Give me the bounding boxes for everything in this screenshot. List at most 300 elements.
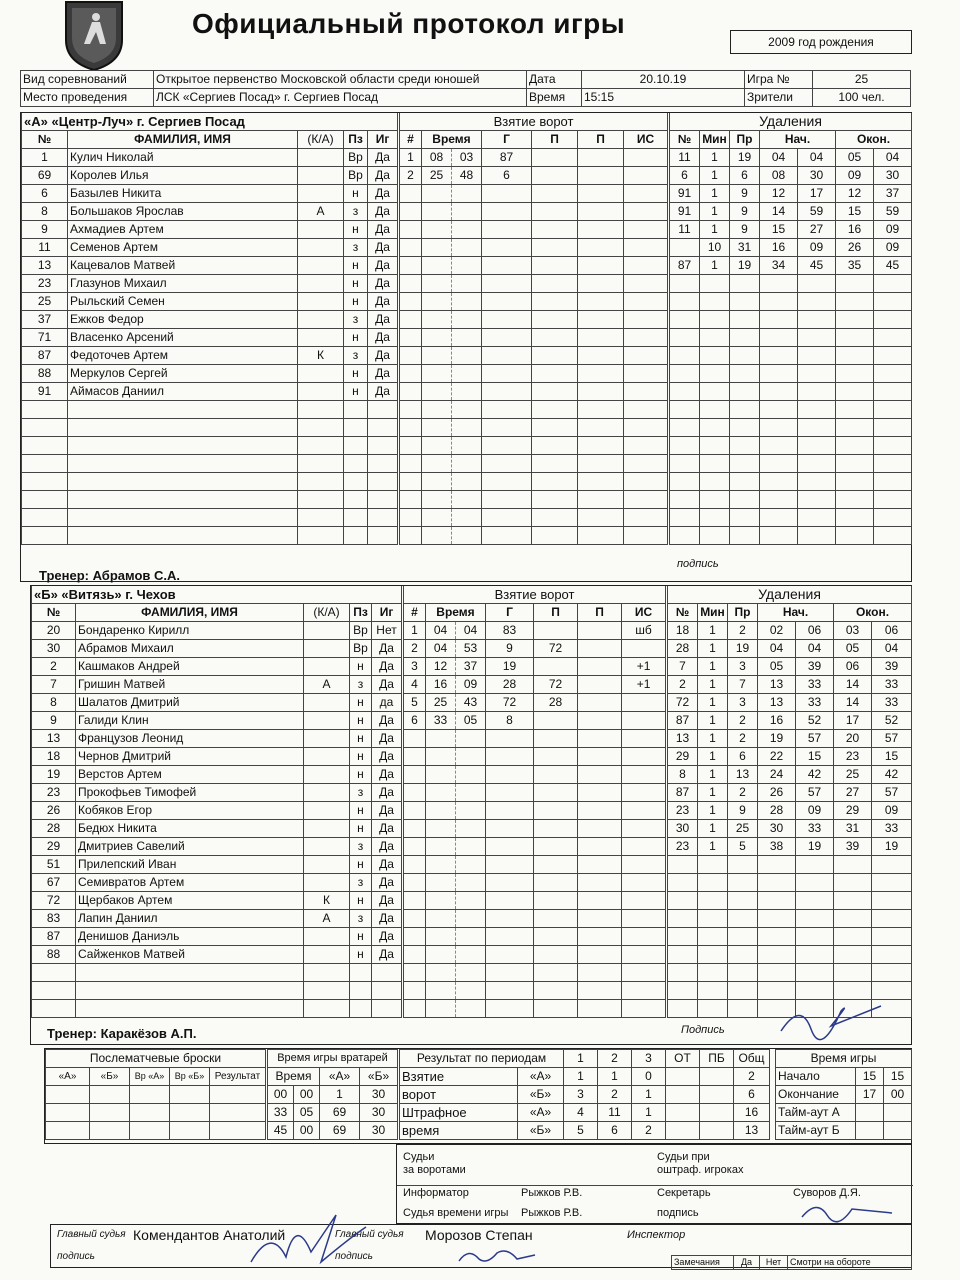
teamB-player-ig: да — [372, 694, 402, 712]
teamA-player-ig: Да — [368, 149, 398, 167]
table-row — [22, 239, 398, 257]
teamB-pen-min: 1 — [698, 640, 728, 658]
teamB-player-name: Французов Леонид — [76, 730, 304, 748]
teamB-player-n: 19 — [32, 766, 76, 784]
teamB-pen-ss: 04 — [796, 640, 834, 658]
teamB-pen-sm: 04 — [758, 640, 796, 658]
teamA-player-n: 6 — [22, 185, 68, 203]
goalie-time-b: 30 — [360, 1122, 398, 1140]
table-row — [670, 167, 912, 185]
teamB-goal-time-header: Время — [426, 604, 486, 622]
teamB-player-ka — [304, 730, 350, 748]
teamA-assist2-header: П — [578, 131, 624, 149]
table-row — [404, 658, 666, 676]
table-row — [670, 203, 912, 221]
teamA-pen-es: 59 — [874, 203, 912, 221]
teamB-goal-p2 — [578, 712, 622, 730]
table-row — [668, 964, 912, 982]
teamA-pen-sm: 34 — [760, 257, 798, 275]
table-row — [668, 856, 912, 874]
teamA-player-name: Рыльский Семен — [68, 293, 298, 311]
teamA-goal-is — [624, 167, 668, 185]
table-row — [404, 856, 666, 874]
table-row — [32, 712, 402, 730]
timeout-a-label: Тайм-аут А — [776, 1104, 856, 1122]
teamA-player-n: 8 — [22, 203, 68, 221]
teamB-goal-p2 — [578, 694, 622, 712]
table-row — [404, 640, 666, 658]
table-row — [22, 311, 398, 329]
teamB-pen-ss: 06 — [796, 622, 834, 640]
teamB-pen-pr: 2 — [728, 784, 758, 802]
teamB-pen-min: 1 — [698, 748, 728, 766]
teamB-pen-min: 1 — [698, 838, 728, 856]
teamB-pen-pr: 25 — [728, 820, 758, 838]
teamB-goal-is: шб — [622, 622, 666, 640]
teamB-player-name: Лапин Даниил — [76, 910, 304, 928]
table-row — [400, 239, 668, 257]
teamA-name-header: ФАМИЛИЯ, ИМЯ — [68, 131, 298, 149]
teamB-player-n: 7 — [32, 676, 76, 694]
teamA-player-ka — [298, 185, 344, 203]
table-row — [404, 892, 666, 910]
teamB-pen-em: 20 — [834, 730, 872, 748]
teamA-pos-header: Пз — [344, 131, 368, 149]
table-row — [400, 329, 668, 347]
teamB-pen-pr: 13 — [728, 766, 758, 784]
teamA-goal-n: 1 — [400, 149, 422, 167]
teamB-pen-min: 1 — [698, 802, 728, 820]
teamB-pen-es: 39 — [872, 658, 912, 676]
teamA-goals-table — [399, 113, 668, 545]
table-row — [668, 910, 912, 928]
teamB-pen-n: 72 — [668, 694, 698, 712]
periods-label: Результат по периодам — [400, 1050, 564, 1068]
teamA-player-ka — [298, 329, 344, 347]
teamA-pen-n: 11 — [670, 221, 700, 239]
teamA-player-ig: Да — [368, 203, 398, 221]
teamB-pen-n: 30 — [668, 820, 698, 838]
teamB-goal-p1: 72 — [534, 676, 578, 694]
teamB-player-pos: н — [350, 748, 372, 766]
table-row — [22, 419, 398, 437]
teamB-goal-p2 — [578, 640, 622, 658]
teamA-goal-is — [624, 149, 668, 167]
table-row — [670, 419, 912, 437]
teamA-player-ig: Да — [368, 329, 398, 347]
teamB-pen-sm: 02 — [758, 622, 796, 640]
pen-b-p2: 6 — [598, 1122, 632, 1140]
teamB-goal-g: 8 — [486, 712, 534, 730]
teamA-pen-es: 09 — [874, 239, 912, 257]
teamA-goal-type-header: ИС — [624, 131, 668, 149]
teamA-pen-ss: 09 — [798, 239, 836, 257]
teamB-pen-es: 33 — [872, 694, 912, 712]
teamB-player-pos: н — [350, 856, 372, 874]
pen-b-total: 13 — [734, 1122, 770, 1140]
teamA-player-ka: К — [298, 347, 344, 365]
shootout-a: «А» — [46, 1068, 90, 1086]
teamA-goal-num-header: # — [400, 131, 422, 149]
teamB-pen-sm: 38 — [758, 838, 796, 856]
teamA-pen-ss: 59 — [798, 203, 836, 221]
team-a-penalties — [669, 113, 911, 545]
teamB-goal-p1 — [534, 712, 578, 730]
teamB-goal-is: +1 — [622, 676, 666, 694]
table-row — [268, 1122, 398, 1140]
teamA-player-ig: Да — [368, 383, 398, 401]
teamA-pen-em: 35 — [836, 257, 874, 275]
teamA-player-pos: н — [344, 275, 368, 293]
timekeeper-name: Рыжков Р.В. — [521, 1207, 583, 1219]
teamB-player-ka — [304, 856, 350, 874]
teamB-pen-em: 29 — [834, 802, 872, 820]
teamA-player-ka — [298, 257, 344, 275]
teamA-pen-reason-header: Пр — [730, 131, 760, 149]
pen-b-p3: 2 — [632, 1122, 666, 1140]
teamB-player-pos: н — [350, 694, 372, 712]
teamB-pen-em: 17 — [834, 712, 872, 730]
teamB-pen-sm: 24 — [758, 766, 796, 784]
table-row — [32, 676, 402, 694]
table-row — [400, 455, 668, 473]
table-row — [400, 365, 668, 383]
secretary-label: Секретарь — [657, 1187, 711, 1199]
teamA-team-name: «А» «Центр-Луч» г. Сергиев Посад — [22, 113, 398, 131]
table-row — [22, 203, 398, 221]
teamA-pen-n: 87 — [670, 257, 700, 275]
end-label: Окончание — [776, 1086, 856, 1104]
table-row — [404, 694, 666, 712]
goalie-a-col: «А» — [320, 1068, 360, 1086]
teamB-pen-min: 1 — [698, 766, 728, 784]
teamA-pen-n: 6 — [670, 167, 700, 185]
table-row — [400, 149, 668, 167]
teamA-pen-min: 1 — [700, 257, 730, 275]
goals-a-p1: 1 — [564, 1068, 598, 1086]
teamA-player-pos: з — [344, 239, 368, 257]
teamB-pen-sm: 13 — [758, 676, 796, 694]
goalie-time-table — [267, 1049, 398, 1140]
table-row — [32, 820, 402, 838]
teamB-pen-es: 33 — [872, 676, 912, 694]
goals-a-p2: 1 — [598, 1068, 632, 1086]
teamA-goal-p1 — [532, 167, 578, 185]
remarks-table — [671, 1255, 912, 1270]
table-row — [22, 527, 398, 545]
venue-value: ЛСК «Сергиев Посад» г. Сергиев Посад — [154, 89, 527, 107]
teamB-pen-n: 29 — [668, 748, 698, 766]
spectators-value: 100 чел. — [813, 89, 911, 107]
pen-a-total: 16 — [734, 1104, 770, 1122]
team-b-coach: Тренер: Каракёзов А.П. — [47, 1026, 197, 1041]
page-title: Официальный протокол игры — [192, 8, 626, 39]
table-row — [404, 676, 666, 694]
teamA-player-pos: н — [344, 185, 368, 203]
competition-value: Открытое первенство Московской области среди юношей — [154, 71, 527, 89]
teamB-player-pos: н — [350, 820, 372, 838]
teamB-pen-pr: 2 — [728, 730, 758, 748]
teamB-pen-sm: 05 — [758, 658, 796, 676]
end-hour: 17 — [856, 1086, 884, 1104]
table-row — [404, 982, 666, 1000]
teamB-pen-em: 27 — [834, 784, 872, 802]
teamB-goal-n: 5 — [404, 694, 426, 712]
teamB-pen-min: 1 — [698, 730, 728, 748]
teamB-pen-pr: 3 — [728, 658, 758, 676]
teamA-pen-ss: 04 — [798, 149, 836, 167]
teamA-pen-em: 15 — [836, 203, 874, 221]
teamB-player-ig: Да — [372, 892, 402, 910]
teamB-goal-n: 4 — [404, 676, 426, 694]
teamB-pen-es: 57 — [872, 730, 912, 748]
teamA-player-ka — [298, 221, 344, 239]
teamB-player-pos: з — [350, 874, 372, 892]
teamB-player-ka — [304, 658, 350, 676]
teamB-player-name: Сайженков Матвей — [76, 946, 304, 964]
teamB-pen-es: 42 — [872, 766, 912, 784]
teamB-goal-n: 6 — [404, 712, 426, 730]
table-row — [404, 712, 666, 730]
period-3-header: 3 — [632, 1050, 666, 1068]
table-row — [670, 365, 912, 383]
teamA-player-ka — [298, 311, 344, 329]
shootout-header: ПБ — [700, 1050, 734, 1068]
table-row — [404, 622, 666, 640]
teamB-pen-em: 31 — [834, 820, 872, 838]
table-row — [404, 1000, 666, 1018]
teamA-player-pos: н — [344, 293, 368, 311]
teamB-player-pos: н — [350, 928, 372, 946]
teamA-player-name: Федоточев Артем — [68, 347, 298, 365]
teamA-player-ig: Да — [368, 239, 398, 257]
teamB-goal-g: 9 — [486, 640, 534, 658]
game-label: Игра № — [745, 71, 813, 89]
pen-a-ot — [666, 1104, 700, 1122]
teamB-pen-es: 04 — [872, 640, 912, 658]
teamA-player-n: 87 — [22, 347, 68, 365]
table-row — [32, 1000, 402, 1018]
teamA-player-ig: Да — [368, 311, 398, 329]
pen-a-pb — [700, 1104, 734, 1122]
teamA-pen-n: 11 — [670, 149, 700, 167]
teamB-goal-n: 1 — [404, 622, 426, 640]
teamA-penalties-table — [669, 113, 912, 545]
teamA-player-name: Власенко Арсений — [68, 329, 298, 347]
goal-judges-label: Судьи за воротами — [403, 1151, 466, 1176]
teamB-pen-ss: 33 — [796, 676, 834, 694]
teamA-pen-pr: 6 — [730, 167, 760, 185]
teamB-pen-es: 06 — [872, 622, 912, 640]
table-row — [670, 329, 912, 347]
teamB-player-pos: з — [350, 838, 372, 856]
chief-judge-signature-label: подпись — [57, 1251, 95, 1262]
table-row — [670, 311, 912, 329]
teamB-penalties-title: Удаления — [668, 586, 912, 604]
team-a-section — [20, 112, 912, 582]
team-b-goals — [403, 586, 665, 1018]
inspector-label: Инспектор — [627, 1229, 686, 1241]
table-row — [400, 221, 668, 239]
teamB-player-name: Кашмаков Андрей — [76, 658, 304, 676]
teamB-pen-ss: 09 — [796, 802, 834, 820]
goals-b-pb — [700, 1086, 734, 1104]
teamB-player-ka — [304, 928, 350, 946]
goals-a-ot — [666, 1068, 700, 1086]
table-row — [668, 892, 912, 910]
teamB-roster-table — [31, 586, 402, 1018]
teamB-pen-pr: 3 — [728, 694, 758, 712]
teamB-player-name: Гришин Матвей — [76, 676, 304, 694]
table-row — [670, 257, 912, 275]
teamB-pen-pr: 7 — [728, 676, 758, 694]
team-a-signature-label: подпись — [677, 558, 719, 570]
teamA-player-ig: Да — [368, 185, 398, 203]
teamB-player-name: Прилепский Иван — [76, 856, 304, 874]
teamB-player-ig: Да — [372, 766, 402, 784]
goalie-time-b: 30 — [360, 1104, 398, 1122]
table-row — [668, 730, 912, 748]
shootout-vra: Вр «А» — [130, 1068, 170, 1086]
teamB-pen-pr: 2 — [728, 712, 758, 730]
teamB-goal-mm: 04 — [426, 622, 456, 640]
teamA-player-n: 69 — [22, 167, 68, 185]
teamA-player-pos: з — [344, 203, 368, 221]
teamB-goal-ss: 09 — [456, 676, 486, 694]
chief-judges-section — [50, 1224, 912, 1268]
teamB-goal-is: +1 — [622, 658, 666, 676]
teamB-player-ig: Да — [372, 802, 402, 820]
goalie-time-a: 69 — [320, 1104, 360, 1122]
table-row — [22, 401, 398, 419]
teamA-pen-ss: 17 — [798, 185, 836, 203]
teamA-pen-sm: 14 — [760, 203, 798, 221]
teamB-goal-n: 2 — [404, 640, 426, 658]
teamA-player-pos: з — [344, 347, 368, 365]
start-label: Начало — [776, 1068, 856, 1086]
chief-judge2-name: Морозов Степан — [425, 1227, 533, 1243]
table-row — [670, 275, 912, 293]
remarks-no: Нет — [760, 1256, 788, 1270]
teamA-player-name: Меркулов Сергей — [68, 365, 298, 383]
teamB-player-n: 18 — [32, 748, 76, 766]
table-row — [22, 257, 398, 275]
teamA-pen-pr: 19 — [730, 149, 760, 167]
teamA-player-pos: н — [344, 329, 368, 347]
teamA-player-pos: з — [344, 311, 368, 329]
table-row — [32, 892, 402, 910]
teamB-pen-start-header: Нач. — [758, 604, 834, 622]
table-row — [670, 383, 912, 401]
teamB-pen-n: 87 — [668, 712, 698, 730]
teamB-player-ig: Да — [372, 928, 402, 946]
teamA-goal-mm: 08 — [422, 149, 452, 167]
table-row — [670, 473, 912, 491]
teamB-goal-ss: 37 — [456, 658, 486, 676]
goalie-time-mm: 00 — [268, 1086, 294, 1104]
table-row — [268, 1086, 398, 1104]
officials-signature-label: подпись — [657, 1207, 699, 1219]
teamB-player-name: Бедюх Никита — [76, 820, 304, 838]
teamB-player-ig: Да — [372, 658, 402, 676]
teamB-player-ig: Да — [372, 910, 402, 928]
period-2-header: 2 — [598, 1050, 632, 1068]
table-row — [400, 437, 668, 455]
teamB-goal-p1: 72 — [534, 640, 578, 658]
goals-a-total: 2 — [734, 1068, 770, 1086]
table-row — [670, 185, 912, 203]
table-row — [22, 473, 398, 491]
table-row — [32, 802, 402, 820]
teamB-pen-ss: 57 — [796, 784, 834, 802]
teamB-pen-min: 1 — [698, 712, 728, 730]
teamA-player-ka — [298, 149, 344, 167]
teamB-pen-em: 23 — [834, 748, 872, 766]
table-row — [32, 946, 402, 964]
teamA-pen-pr: 31 — [730, 239, 760, 257]
table-row — [22, 185, 398, 203]
teamB-pen-em: 05 — [834, 640, 872, 658]
teamB-pen-sm: 28 — [758, 802, 796, 820]
shootout-result: Результат — [210, 1068, 266, 1086]
goalie-b-col: «Б» — [360, 1068, 398, 1086]
goalie-time-col: Время — [268, 1068, 320, 1086]
table-row — [22, 383, 398, 401]
teamB-goal-p1: 28 — [534, 694, 578, 712]
teamB-goal-ss: 43 — [456, 694, 486, 712]
teamA-pen-sm: 16 — [760, 239, 798, 257]
teamB-pen-n: 23 — [668, 838, 698, 856]
table-row — [404, 784, 666, 802]
end-minute: 00 — [884, 1086, 912, 1104]
teamB-pen-ss: 15 — [796, 748, 834, 766]
table-row — [22, 293, 398, 311]
table-row — [404, 910, 666, 928]
teamA-player-pos: н — [344, 257, 368, 275]
teamB-pen-min-header: Мин — [698, 604, 728, 622]
teamB-played-header: Иг — [372, 604, 402, 622]
goals-b-p1: 3 — [564, 1086, 598, 1104]
timeout-b-label: Тайм-аут Б — [776, 1122, 856, 1140]
teamA-player-n: 23 — [22, 275, 68, 293]
teamB-player-ig: Да — [372, 784, 402, 802]
teamA-pen-n: 91 — [670, 203, 700, 221]
team-b-signature — [771, 991, 891, 1041]
summary-section — [44, 1048, 912, 1144]
teamA-pen-min: 1 — [700, 221, 730, 239]
table-row — [400, 311, 668, 329]
teamB-player-n: 29 — [32, 838, 76, 856]
teamB-pen-sm: 13 — [758, 694, 796, 712]
teamB-player-ka — [304, 622, 350, 640]
teamB-goal-p1 — [534, 622, 578, 640]
teamA-player-ig: Да — [368, 347, 398, 365]
teamA-pen-ss: 27 — [798, 221, 836, 239]
goalie-time-ss: 00 — [294, 1122, 320, 1140]
table-row — [404, 820, 666, 838]
teamA-player-ig: Да — [368, 257, 398, 275]
teamB-player-ig: Да — [372, 640, 402, 658]
teamA-played-header: Иг — [368, 131, 398, 149]
teamA-goal-ss: 03 — [452, 149, 482, 167]
table-row — [400, 203, 668, 221]
teamA-pen-min: 1 — [700, 167, 730, 185]
teamB-player-ka: А — [304, 676, 350, 694]
teamB-player-ig: Нет — [372, 622, 402, 640]
teamB-player-ka: А — [304, 910, 350, 928]
teamB-player-ig: Да — [372, 676, 402, 694]
teamB-player-pos: з — [350, 676, 372, 694]
